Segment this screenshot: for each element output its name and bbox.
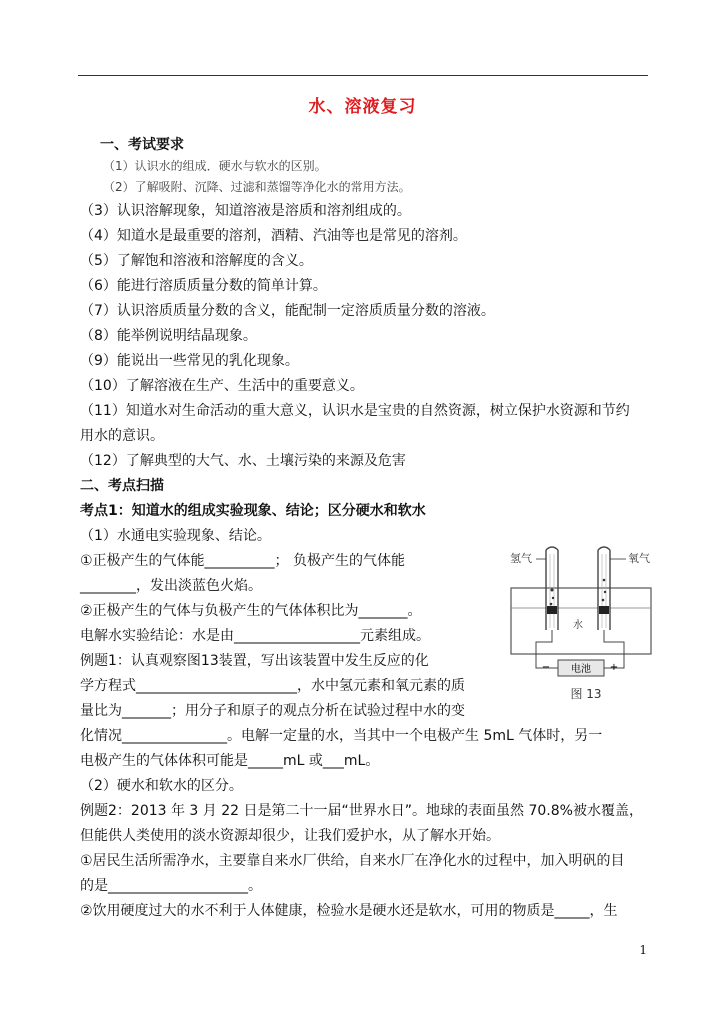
body-line: 电解水实验结论：水是由__________________元素组成。: [80, 628, 430, 644]
req-item-11-cont: 用水的意识。: [80, 428, 164, 444]
plus-sign: +: [609, 662, 619, 673]
body-line: 学方程式_______________________，水中氢元素和氧元素的质: [80, 678, 465, 694]
page-number: 1: [639, 943, 647, 957]
body-line: ②饮用硬度过大的水不利于人体健康，检验水是硬水还是软水，可用的物质是_____，生: [80, 903, 618, 919]
body-line: （1）水通电实验现象、结论。: [80, 528, 271, 544]
req-item-3: （3）认识溶解现象，知道溶液是溶质和溶剂组成的。: [80, 203, 411, 219]
req-item-9: （9）能说出一些常见的乳化现象。: [80, 353, 299, 369]
battery-label: 电池: [571, 664, 591, 675]
body-line: （2）硬水和软水的区分。: [80, 778, 243, 794]
body-line: ①居民生活所需净水，主要靠自来水厂供给，自来水厂在净化水的过程中，加入明矾的目: [80, 853, 625, 869]
body-line: 化情况_______________。电解一定量的水，当其中一个电极产生 5mL 气体时，另一: [80, 728, 603, 744]
section2-heading: 二、考点扫描: [80, 478, 164, 494]
req-item-8: （8）能举例说明结晶现象。: [80, 328, 257, 344]
req-item-1: （1）认识水的组成．硬水与软水的区别。: [103, 159, 327, 173]
hydrogen-label: 氢气: [510, 552, 532, 565]
oxygen-label: 氧气: [628, 552, 650, 565]
body-line: ①正极产生的气体能__________； 负极产生的气体能: [80, 553, 405, 569]
body-line: ②正极产生的气体与负极产生的气体体积比为_______。: [80, 603, 422, 619]
body-line: 例题1：认真观察图13装置，写出该装置中发生反应的化: [80, 653, 429, 669]
req-item-10: （10）了解溶液在生产、生活中的重要意义。: [80, 378, 364, 394]
req-item-11: （11）知道水对生命活动的重大意义，认识水是宝贵的自然资源，树立保护水资源和节约: [80, 403, 630, 419]
req-item-6: （6）能进行溶质质量分数的简单计算。: [80, 278, 327, 294]
req-item-12: （12）了解典型的大气、水、土壤污染的来源及危害: [80, 453, 406, 469]
req-item-2: （2）了解吸附、沉降、过滤和蒸馏等净化水的常用方法。: [103, 180, 411, 194]
page-title: 水、溶液复习: [308, 97, 417, 117]
body-line: 量比为_______；用分子和原子的观点分析在试验过程中水的变: [80, 703, 465, 719]
water-label: 水: [573, 620, 583, 631]
figure-caption: 图 13: [570, 687, 602, 701]
body-line: ________，发出淡蓝色火焰。: [80, 578, 262, 594]
point1-heading: 考点1：知道水的组成实验现象、结论；区分硬水和软水: [80, 503, 426, 519]
top-rule: [78, 75, 648, 76]
body-line: 的是____________________。: [80, 878, 262, 894]
electrolysis-figure: [506, 540, 658, 710]
body-line: 电极产生的气体体积可能是_____mL 或___mL。: [80, 753, 380, 769]
anode: [599, 606, 609, 614]
section1-heading: 一、考试要求: [100, 137, 184, 153]
body-line: 但能供人类使用的淡水资源却很少，让我们爱护水，从了解水开始。: [80, 828, 500, 844]
req-item-5: （5）了解饱和溶液和溶解度的含义。: [80, 253, 313, 269]
minus-sign: −: [541, 662, 551, 673]
body-line: 例题2：2013 年 3 月 22 日是第二十一届“世界水日”。地球的表面虽然 70.8%被水覆盖，: [80, 803, 643, 819]
req-item-4: （4）知道水是最重要的溶剂，酒精、汽油等也是常见的溶剂。: [80, 228, 467, 244]
cathode: [547, 606, 557, 614]
req-item-7: （7）认识溶质质量分数的含义，能配制一定溶质质量分数的溶液。: [80, 303, 495, 319]
